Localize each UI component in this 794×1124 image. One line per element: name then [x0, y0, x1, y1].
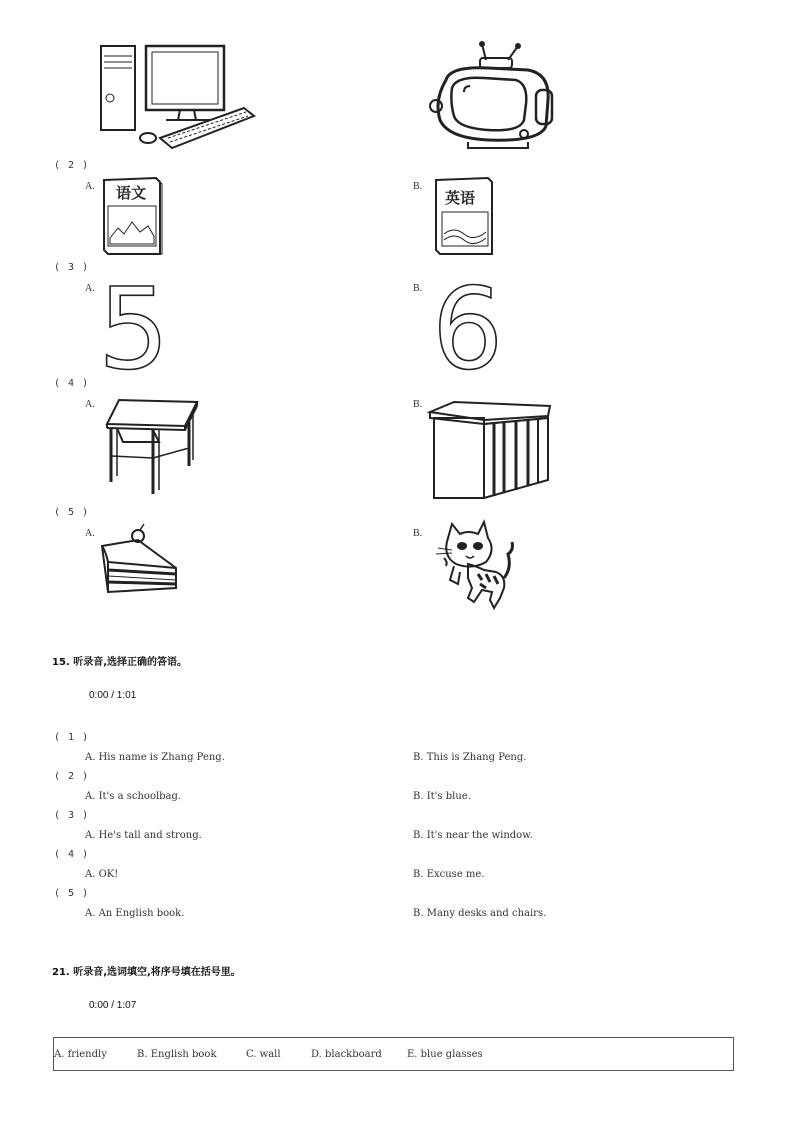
answer-option-b[interactable]: B. This is Zhang Peng.: [413, 752, 527, 763]
option-b-letter[interactable]: B.: [413, 399, 423, 410]
answer-option-b[interactable]: B. Many desks and chairs.: [413, 908, 547, 919]
word-bank-item: E. blue glasses: [407, 1049, 483, 1060]
teacher-desk-icon[interactable]: [428, 398, 554, 500]
question-number: ( 2 ): [54, 771, 90, 782]
answer-option-b[interactable]: B. It's near the window.: [413, 830, 533, 841]
cake-icon[interactable]: [100, 522, 180, 594]
number-six-glyph: 6: [432, 265, 504, 395]
question-number: ( 5 ): [54, 507, 90, 518]
number-six-icon[interactable]: [432, 265, 522, 395]
section-21-heading: 21. 听录音,选词填空,将序号填在括号里。: [52, 967, 241, 978]
option-b-letter[interactable]: B.: [413, 528, 423, 539]
option-a-letter[interactable]: A.: [85, 399, 95, 410]
cat-icon[interactable]: [432, 518, 516, 614]
word-bank-item: D. blackboard: [311, 1049, 382, 1060]
english-book-title: 英语: [445, 189, 476, 207]
answer-option-a[interactable]: A. OK!: [85, 869, 119, 880]
audio-player-time[interactable]: 0:00 / 1:01: [89, 690, 137, 701]
chinese-book-title: 语文: [116, 184, 147, 202]
question-number: ( 4 ): [54, 849, 90, 860]
answer-option-a[interactable]: A. An English book.: [85, 908, 185, 919]
answer-option-a[interactable]: A. It's a schoolbag.: [85, 791, 182, 802]
word-bank-item: C. wall: [246, 1049, 281, 1060]
word-bank-item: A. friendly: [54, 1049, 107, 1060]
word-bank-item: B. English book: [137, 1049, 217, 1060]
question-number: ( 3 ): [54, 262, 90, 273]
school-desk-icon[interactable]: [103, 394, 201, 498]
question-number: ( 5 ): [54, 888, 90, 899]
option-b-letter[interactable]: B.: [413, 283, 423, 294]
answer-option-a[interactable]: A. His name is Zhang Peng.: [85, 752, 225, 763]
answer-option-a[interactable]: A. He's tall and strong.: [85, 830, 202, 841]
question-number: ( 1 ): [54, 732, 90, 743]
computer-icon: [98, 42, 258, 154]
option-a-letter[interactable]: A.: [85, 283, 95, 294]
word-bank: [53, 1037, 734, 1071]
number-five-icon[interactable]: [98, 265, 198, 395]
question-number: ( 2 ): [54, 160, 90, 171]
number-five-glyph: 5: [98, 265, 170, 395]
audio-player-time[interactable]: 0:00 / 1:07: [89, 1000, 137, 1011]
option-a-letter[interactable]: A.: [85, 181, 95, 192]
section-15-heading: 15. 听录音,选择正确的答语。: [52, 657, 187, 668]
question-number: ( 4 ): [54, 378, 90, 389]
question-number: ( 3 ): [54, 810, 90, 821]
television-icon: [428, 40, 562, 152]
option-a-letter[interactable]: A.: [85, 528, 95, 539]
option-b-letter[interactable]: B.: [413, 181, 423, 192]
answer-option-b[interactable]: B. Excuse me.: [413, 869, 485, 880]
answer-option-b[interactable]: B. It's blue.: [413, 791, 471, 802]
